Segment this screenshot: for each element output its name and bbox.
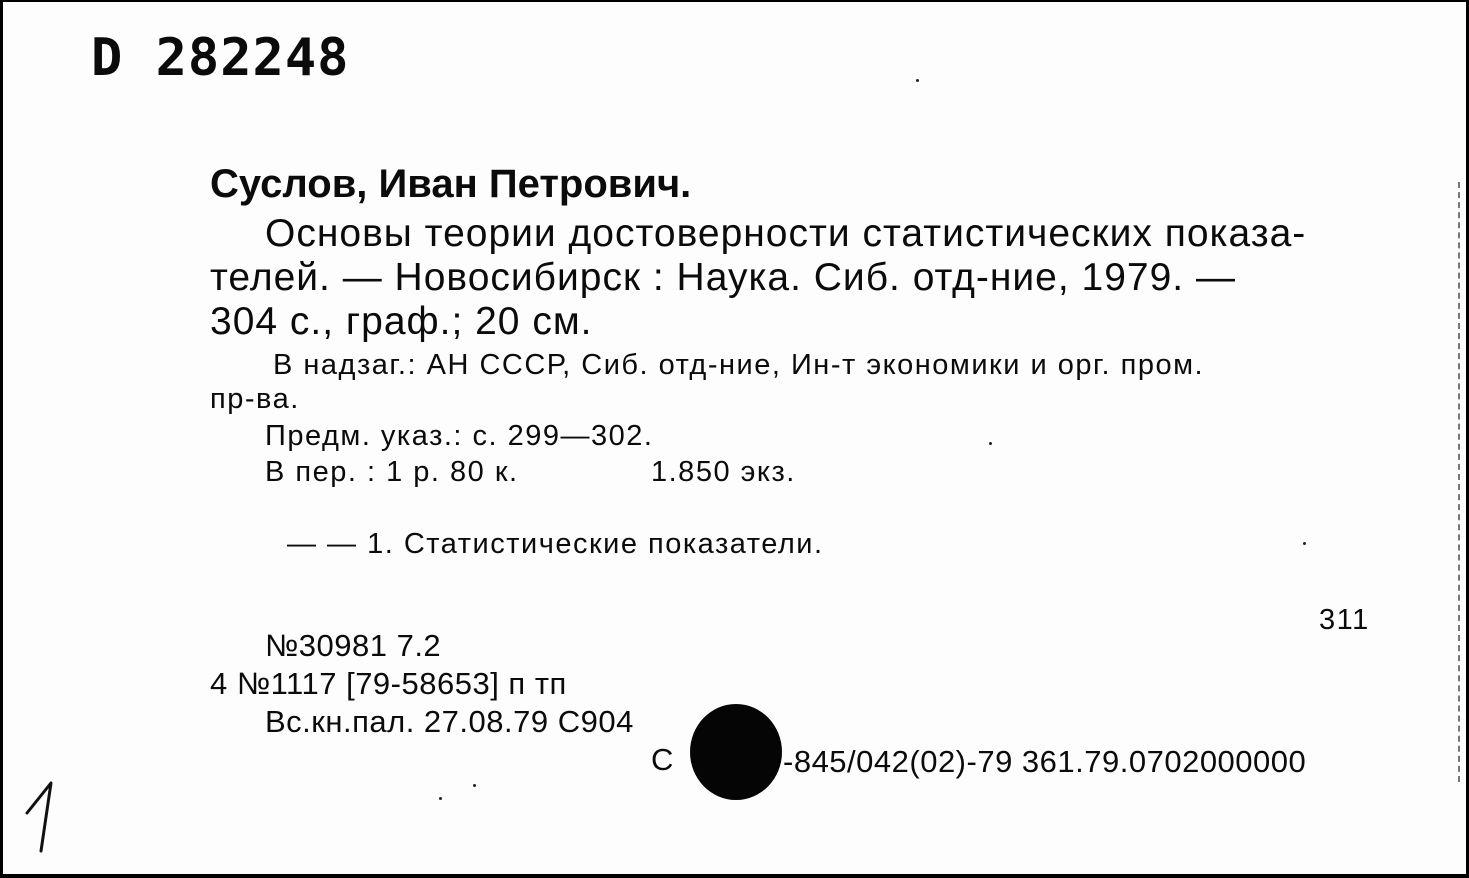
print-run: 1.850 экз. (651, 456, 796, 488)
registry-line: 4 №1117 [79-58653] п тп (210, 666, 567, 701)
title-line-3: 304 с., граф.; 20 см. (210, 300, 593, 343)
speck (916, 79, 919, 82)
index-note: Предм. указ.: с. 299—302. (265, 420, 654, 452)
code-prefix: С (651, 742, 674, 777)
speck (1303, 542, 1306, 545)
punch-hole (690, 704, 782, 800)
title-line-1: Основы теории достоверности статистических показа- (265, 212, 1307, 255)
card-edge-shadow (1458, 182, 1460, 782)
handwritten-mark-1 (21, 777, 71, 857)
title-line-2: телей. — Новосибирск : Наука. Сиб. отд-ние, 1979. — (210, 256, 1236, 299)
author-heading: Суслов, Иван Петрович. (210, 162, 692, 206)
note-line-1: В надзаг.: АН СССР, Сиб. отд-ние, Ин-т экономики и орг. пром. (273, 349, 1205, 381)
order-number: №30981 7.2 (265, 628, 442, 663)
price: В пер. : 1 р. 80 к. (265, 456, 519, 488)
note-line-2: пр-ва. (210, 383, 300, 415)
subject-heading: — — 1. Статистические показатели. (287, 528, 824, 560)
code-suffix: -845/042(02)-79 361.79.0702000000 (783, 744, 1307, 779)
class-number: 311 (1319, 604, 1370, 636)
book-chamber-line: Вс.кн.пал. 27.08.79 С904 (265, 704, 634, 739)
speck (989, 442, 992, 445)
speck (439, 797, 442, 800)
speck (473, 784, 476, 787)
catalog-number: D 282248 (91, 28, 350, 88)
